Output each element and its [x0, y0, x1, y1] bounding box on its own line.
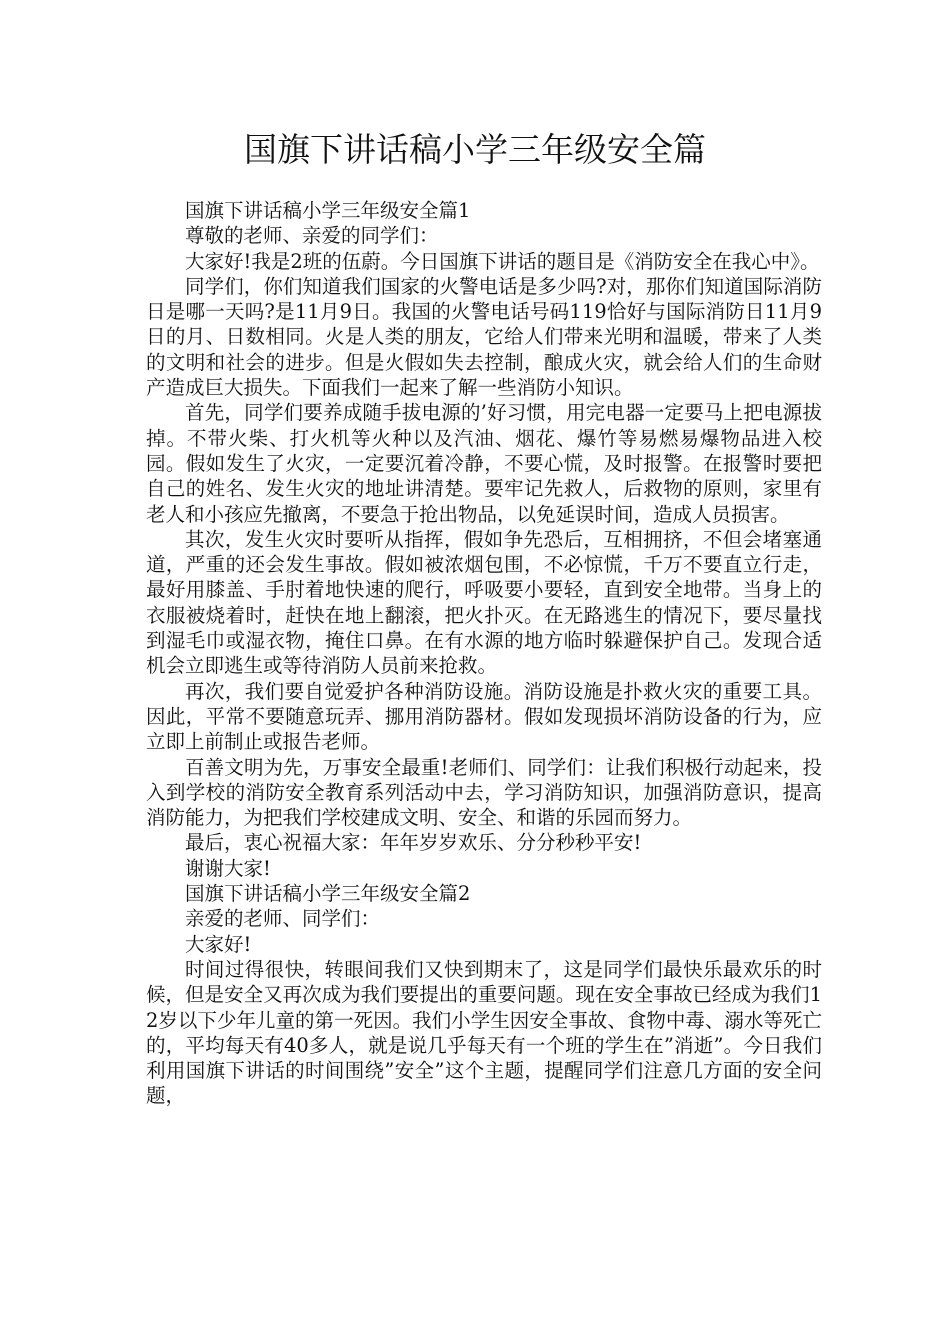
section-heading-1: 国旗下讲话稿小学三年级安全篇1: [185, 199, 471, 222]
document-body: [146, 198, 822, 1109]
salutation-paragraph: 尊敬的老师、亲爱的同学们：: [185, 224, 439, 248]
greeting-paragraph: 大家好!我是2班的伍蔚。今日国旗下讲话的题目是《消防安全在我心中》。: [185, 249, 820, 273]
body-paragraph: 首先，同学们要养成随手拔电源的’好习惯，用完电器一定要马上把电源拔掉。不带火柴、打火机等火种以及汽油、烟花、爆竹等易燃易爆物品进入校园。假如发生了火灾，一定要沉着冷静，不要心慌，及时报警。在报警时要把自己的姓名、发生火灾的地址讲清楚。要牢记先救人，后救物的原则，家里有老人和小孩应先撤离，不要急于抢出物品，以免延误时间，造成人员损害。: [146, 401, 822, 526]
greeting-paragraph: 大家好!: [185, 932, 252, 956]
closing-paragraph: 最后，衷心祝福大家：年年岁岁欢乐、分分秒秒平安!: [185, 831, 642, 855]
body-paragraph: 同学们，你们知道我们国家的火警电话是多少吗?对，那你们知道国际消防日是哪一天吗?是11月9日。我国的火警电话号码119恰好与国际消防日11月9日的月、日数相同。火是人类的朋友，它给人们带来光明和温暖，带来了人类的文明和社会的进步。但是火假如失去控制，酿成火灾，就会给人们的生命财产造成巨大损失。下面我们一起来了解一些消防小知识。: [146, 274, 822, 400]
body-paragraph: 百善文明为先，万事安全最重!老师们、同学们：让我们积极行动起来，投入到学校的消防安全教育系列活动中去，学习消防知识，加强消防意识，提高消防能力，为把我们学校建成文明、安全、和谐的乐园而努力。: [146, 755, 822, 830]
document-title: 国旗下讲话稿小学三年级安全篇: [244, 130, 706, 169]
salutation-paragraph: 亲爱的老师、同学们：: [185, 907, 381, 931]
body-paragraph: 其次，发生火灾时要听从指挥，假如争先恐后，互相拥挤，不但会堵塞通道，严重的还会发生事故。假如被浓烟包围，不必惊慌，千万不要直立行走，最好用膝盖、手肘着地快速的爬行，呼吸要小要轻，直到安全地带。当身上的衣服被烧着时，赶快在地上翻滚，把火扑灭。在无路逃生的情况下，要尽量找到湿毛巾或湿衣物，掩住口鼻。在有水源的地方临时躲避保护自己。发现合适机会立即逃生或等待消防人员前来抢救。: [146, 527, 822, 678]
thanks-paragraph: 谢谢大家!: [185, 856, 271, 880]
body-paragraph: 再次，我们要自觉爱护各种消防设施。消防设施是扑救火灾的重要工具。因此，平常不要随意玩弄、挪用消防器材。假如发现损坏消防设备的行为，应立即上前制止或报告老师。: [146, 679, 822, 754]
section-heading-2: 国旗下讲话稿小学三年级安全篇2: [185, 882, 471, 906]
body-paragraph: 时间过得很快，转眼间我们又快到期末了，这是同学们最快乐最欢乐的时候，但是安全又再次成为我们要提出的重要问题。现在安全事故已经成为我们12岁以下少年儿童的第一死因。我们小学生因安全事故、食物中毒、溺水等死亡的，平均每天有40多人，就是说几乎每天有一个班的学生在”消逝”。今日我们利用国旗下讲话的时间围绕”安全”这个主题，提醒同学们注意几方面的安全问题，: [146, 957, 822, 1108]
